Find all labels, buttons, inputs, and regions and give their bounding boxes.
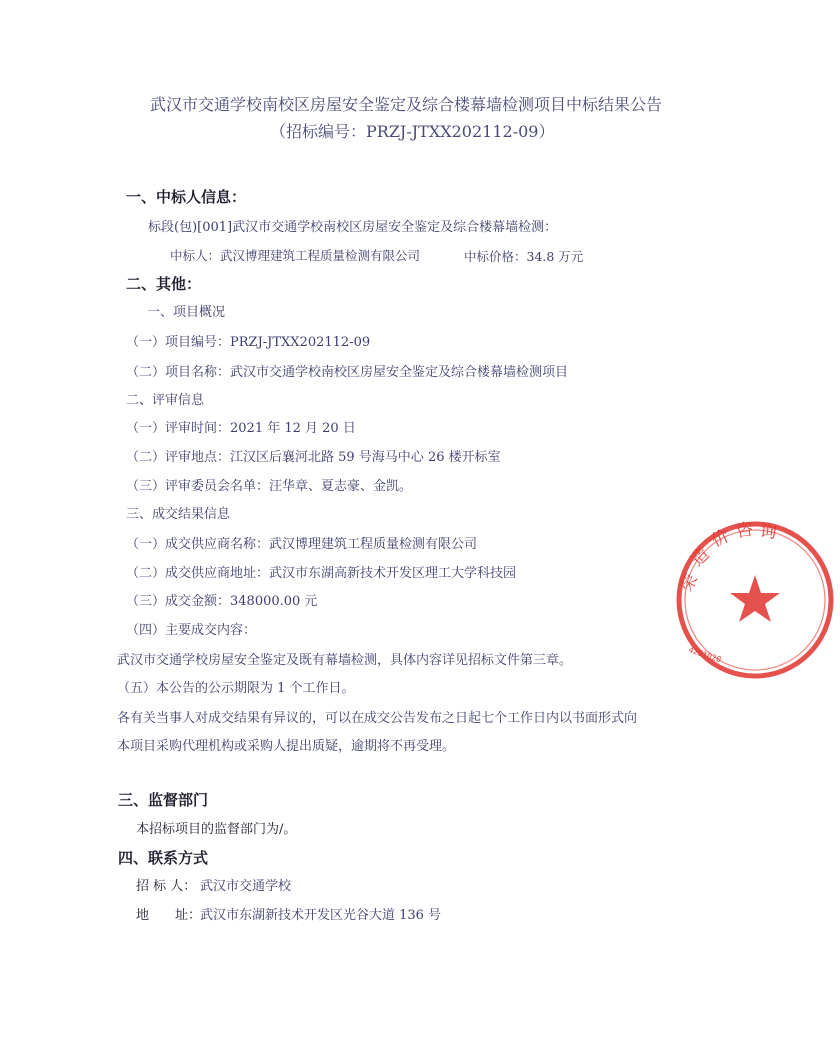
project-overview-title: 一、项目概况: [147, 305, 226, 320]
winner-line: 中标人：武汉博理建筑工程质量检测有限公司: [170, 248, 421, 263]
company-seal: [670, 515, 840, 685]
seal-text-5: 询: [758, 521, 778, 544]
supervision-text: 本招标项目的监督部门为/。: [136, 822, 297, 837]
section-contact-heading: 四、联系方式: [118, 849, 209, 867]
bid-number: （招标编号：PRZJ-JTXX202112-09）: [270, 122, 555, 141]
supplier-address: （二）成交供应商地址：武汉市东湖高新技术开发区理工大学科技园: [126, 566, 517, 581]
seal-text-1: 荣: [676, 570, 703, 596]
tenderer-label: 招 标 人：: [136, 879, 197, 894]
section-winner-heading: 一、中标人信息：: [126, 188, 247, 206]
tenderer-value: 武汉市交通学校: [200, 879, 292, 894]
address-label: 地 址：: [136, 908, 202, 923]
objection-text-1: 各有关当事人对成交结果有异议的，可以在成交公告发布之日起七个工作日内以书面形式向: [117, 711, 638, 726]
publicity-period: （五）本公告的公示期限为 1 个工作日。: [117, 681, 355, 696]
main-content-text: 武汉市交通学校房屋安全鉴定及既有幕墙检测，具体内容详见招标文件第三章。: [117, 653, 573, 668]
seal-graphic: [670, 515, 840, 685]
project-name: （二）项目名称：武汉市交通学校南校区房屋安全鉴定及综合楼幕墙检测项目: [126, 365, 569, 380]
seal-star-icon: [730, 575, 780, 622]
address-value: 武汉市东湖新技术开发区光谷大道 136 号: [200, 908, 442, 923]
result-info-title: 三、成交结果信息: [126, 507, 231, 522]
review-info-title: 二、评审信息: [126, 393, 205, 408]
main-content-title: （四）主要成交内容：: [126, 623, 257, 638]
objection-text-2: 本项目采购代理机构或采购人提出质疑，逾期将不再受理。: [117, 739, 456, 754]
page-title: 武汉市交通学校南校区房屋安全鉴定及综合楼幕墙检测项目中标结果公告: [150, 95, 663, 114]
review-time: （一）评审时间：2021 年 12 月 20 日: [126, 421, 356, 436]
section-supervision-heading: 三、监督部门: [118, 791, 209, 809]
lot-line: 标段(包)[001]武汉市交通学校南校区房屋安全鉴定及综合楼幕墙检测：: [148, 220, 558, 235]
seal-text-4: 咨: [734, 519, 755, 542]
seal-code: 4201020: [687, 645, 723, 665]
supplier-name: （一）成交供应商名称：武汉博理建筑工程质量检测有限公司: [126, 537, 478, 552]
seal-text-3: 价: [708, 526, 733, 552]
review-place: （二）评审地点：江汉区后襄河北路 59 号海马中心 26 楼开标室: [126, 450, 501, 465]
project-number: （一）项目编号：PRZJ-JTXX202112-09: [126, 335, 371, 350]
winner-price: 中标价格：34.8 万元: [464, 249, 584, 264]
section-other-heading: 二、其他：: [126, 275, 202, 293]
seal-text-2: 造: [687, 544, 714, 571]
deal-amount: （三）成交金额：348000.00 元: [126, 594, 318, 609]
review-committee: （三）评审委员会名单：汪华章、夏志豪、金凯。: [126, 479, 413, 494]
